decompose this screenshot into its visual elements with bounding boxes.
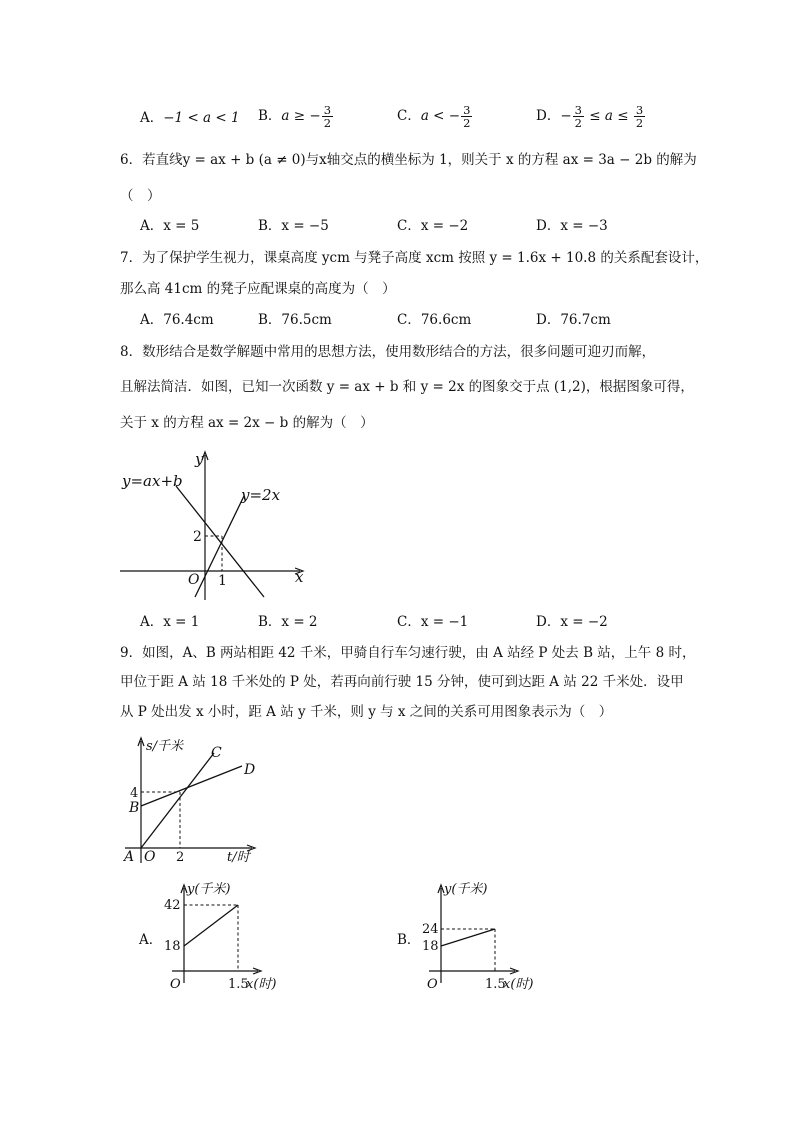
q9-stem-line1: 9．如图，A、B 两站相距 42 千米，甲骑自行车匀速行驶，由 A 站经 P 处去 B 站，上午 8 时， [120,645,696,661]
option-text: x = −2 [420,218,469,234]
q9-y-label: s/千米 [146,739,184,754]
option-text: x = 2 [281,614,318,630]
q9-b-tick-x: 1.5 [485,977,506,992]
option-text: x = −3 [560,218,608,234]
option-text: 76.5cm [281,312,332,328]
q9-a-tick-top: 42 [164,898,181,913]
q9-option-b-letter: B． [397,932,421,948]
q8-tick-y: 2 [193,529,202,545]
option-text: x = −1 [420,614,469,630]
option-letter: B． [258,614,282,630]
q9-a-tick-low: 18 [164,939,181,954]
fraction-numerator: 3 [574,103,582,117]
q9-origin: O [144,849,156,865]
q8-x-label: x [295,568,304,586]
q9-tick-y: 4 [130,786,139,801]
q6-stem-line1: 6．若直线y = ax + b (a ≠ 0)与x轴交点的横坐标为 1，则关于 x 的方程 ax = 3a − 2b 的解为 [120,152,697,168]
q9-stem-line2: 甲位于距 A 站 18 千米处的 P 处，若再向前行驶 15 分钟，使可到达距 A 站 22 千米处．设甲 [120,674,684,690]
q9-tick-x: 2 [176,850,185,865]
option-letter: C． [397,312,421,328]
option-letter: A． [140,218,164,234]
option-text: x = 1 [163,614,200,630]
q8-tick-x: 1 [218,573,227,589]
option-text: a < − [420,108,461,124]
option-letter: D． [536,108,561,124]
option-letter: D． [536,614,561,630]
option-letter: D． [536,312,561,328]
option-letter: B． [258,218,282,234]
q8-y-label: y [195,450,204,468]
q9-b-tick-low: 18 [422,939,439,954]
q9-label-a: A [124,849,135,865]
q9-line-c [141,753,214,848]
q8-label-line2: y=2x [241,486,281,504]
q9-a-line [184,905,238,946]
option-letter: C． [397,108,421,124]
option-letter: D． [536,218,561,234]
q9-b-x-label: x(时) [503,977,534,992]
q8-stem-line1: 8．数形结合是数学解题中常用的思想方法，使用数形结合的方法，很多问题可迎刃而解， [120,344,656,360]
fraction-denominator: 2 [635,116,644,130]
q9-b-y-label: y(千米) [444,882,488,897]
option-letter: C． [397,218,421,234]
q6-stem-line2: （ ） [120,188,161,204]
option-text: x = −5 [281,218,329,234]
option-letter: B． [258,108,282,124]
option-letter: A． [140,614,164,630]
q9-line-d [141,766,242,806]
option-text: −1 < a < 1 [163,110,240,126]
q9-b-tick-top: 24 [422,922,439,937]
option-text: − [560,108,572,124]
q9-label-d: D [244,762,256,778]
option-text: ≤ a ≤ [584,108,633,124]
q8-origin: O [188,572,200,588]
fraction-denominator: 2 [574,116,582,130]
option-text: x = 5 [163,218,200,234]
option-letter: A． [140,110,164,126]
q9-a-origin: O [170,977,181,992]
q8-stem-line3: 关于 x 的方程 ax = 2x − b 的解为（ ） [120,415,374,431]
option-letter: B． [258,312,282,328]
q9-a-tick-x: 1.5 [228,977,249,992]
q7-stem-line2: 那么高 41cm 的凳子应配课桌的高度为（ ） [120,281,396,297]
q9-a-x-label: x(时) [246,977,277,992]
fraction-numerator: 3 [635,103,644,117]
q9-option-a-letter: A． [139,932,163,948]
q9-stem-line3: 从 P 处出发 x 小时，距 A 站 y 千米，则 y 与 x 之间的关系可用图象表示为（ ） [120,704,613,720]
q9-label-b: B [129,800,140,816]
q9-b-line [441,929,495,946]
option-text: x = −2 [560,614,608,630]
option-letter: A． [140,312,164,328]
fraction-denominator: 2 [323,116,332,130]
q9-label-c: C [211,745,222,761]
q8-stem-line2: 且解法简洁．如图，已知一次函数 y = ax + b 和 y = 2x 的图象交于点 (1,2)，根据图象可得， [120,379,694,395]
q8-label-line1: y=ax+b [122,472,183,490]
option-text: 76.6cm [420,312,472,328]
q9-a-y-label: y(千米) [187,882,231,897]
q9-b-origin: O [427,977,438,992]
option-text: a ≥ − [281,108,321,124]
option-text: 76.7cm [560,312,611,328]
q7-stem-line1: 7．为了保护学生视力，课桌高度 ycm 与凳子高度 xcm 按照 y = 1.6x + 10.8 的关系配套设计， [120,250,709,266]
fraction-numerator: 3 [463,103,471,117]
option-letter: C． [397,614,421,630]
fraction-denominator: 2 [463,116,471,130]
option-text: 76.4cm [163,312,214,328]
q9-x-label: t/时 [227,850,250,865]
fraction-numerator: 3 [323,103,332,117]
